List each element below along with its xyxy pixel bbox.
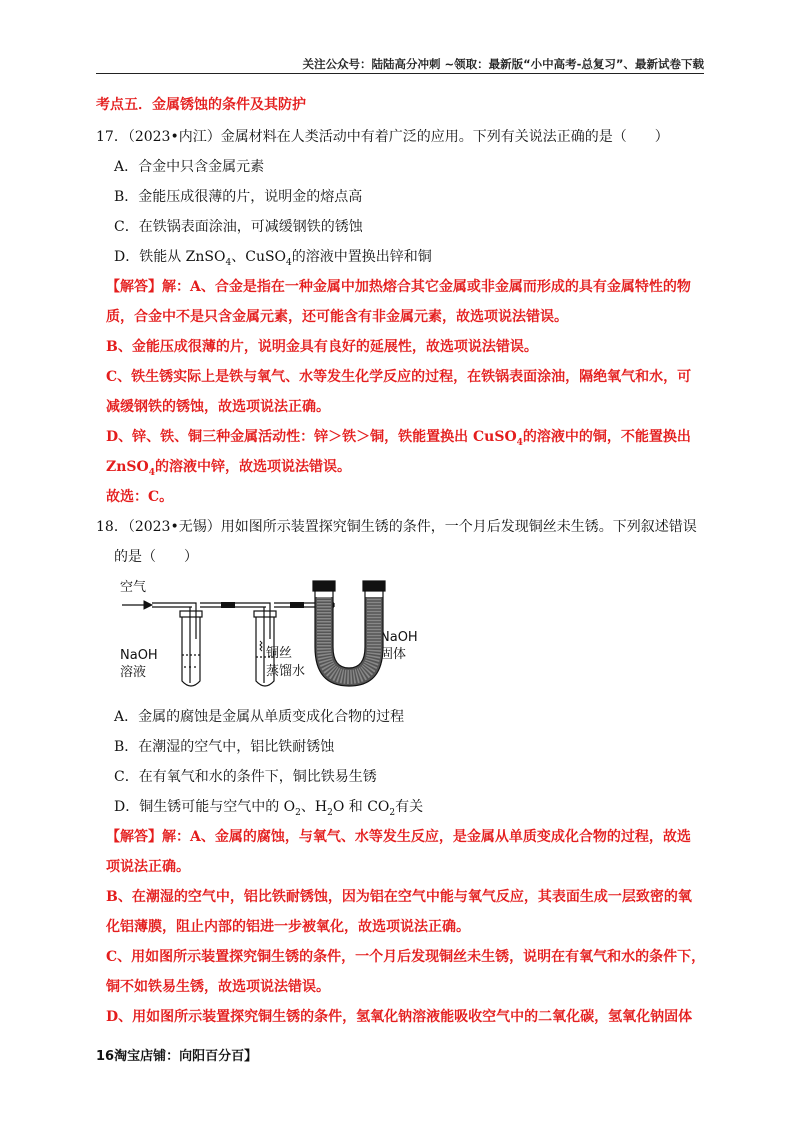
q17-answer-line6: D、锌、铁、铜三种金属活动性：锌＞铁＞铜，铁能置换出 CuSO$_4$的溶液中的铜，不能置换出 [106,429,691,448]
q17-answer-line7: ZnSO$_4$的溶液中锌，故选项说法错误。 [106,459,351,478]
page-footer: 16淘宝店铺：向阳百分百】 [96,1049,258,1064]
q17-answer-line8: 故选：C。 [106,489,174,505]
apparatus-figure [118,577,708,695]
section-title: 考点五．金属锈蚀的条件及其防护 [96,97,306,113]
q18-stem-line2: 的是（ ） [114,549,198,565]
q18-answer-line1: 【解答】解：A、金属的腐蚀，与氧气、水等发生反应，是金属从单质变成化合物的过程，故选 [106,829,691,845]
q18-option-b: B．在潮湿的空气中，铝比铁耐锈蚀 [114,739,335,755]
copper-wire-label: 铜丝 [266,646,293,661]
q18-option-c: C．在有氧气和水的条件下，铜比铁易生锈 [114,769,377,785]
test-tube-naoh-solution [180,607,202,686]
naoh-solution-label-2: 溶液 [120,665,147,680]
connecting-pipe [152,603,334,611]
q17-answer-line2: 质，合金中不是只含金属元素，还可能含有非金属元素，故选项说法错误。 [106,309,568,325]
naoh-solid-label-2: 固体 [380,647,407,662]
q18-answer-line2: 项说法正确。 [106,859,190,875]
air-arrow-icon [122,601,152,609]
q17-option-a: A．合金中只含金属元素 [114,159,265,175]
q17-option-c: C．在铁锅表面涂油，可减缓钢铁的锈蚀 [114,219,363,235]
naoh-solution-label-1: NaOH [120,648,158,663]
q17-option-b: B．金能压成很薄的片，说明金的熔点高 [114,189,363,205]
q18-stem-line1: 18．（2023•无锡）用如图所示装置探究铜生锈的条件，一个月后发现铜丝未生锈。下列叙述错误 [96,519,697,535]
page-header: 关注公众号：陆陆高分冲刺 ~领取：最新版“小中高考-总复习”、最新试卷下载 [302,57,704,71]
q18-option-d: D．铜生锈可能与空气中的 $O_2$、$H_2O$ 和 $CO_2$有关 [114,799,424,818]
distilled-water-label: 蒸馏水 [266,664,306,679]
air-label: 空气 [120,580,147,595]
q18-answer-line7: D、用如图所示装置探究铜生锈的条件，氢氧化钠溶液能吸收空气中的二氧化碳，氢氧化钠固体 [106,1009,693,1025]
q18-answer-line5: C、用如图所示装置探究铜生锈的条件，一个月后发现铜丝未生锈，说明在有氧气和水的条件下， [106,949,706,965]
apparatus-diagram [118,577,458,695]
naoh-solid-label-1: NaOH [380,630,418,645]
q18-option-a: A．金属的腐蚀是金属从单质变成化合物的过程 [114,709,405,725]
q17-answer-line3: B、金能压成很薄的片，说明金具有良好的延展性，故选项说法错误。 [106,339,538,355]
q17-answer-line4: C、铁生锈实际上是铁与氧气、水等发生化学反应的过程，在铁锅表面涂油，隔绝氧气和水，可 [106,369,692,385]
page-content [96,95,708,1037]
q17-answer-line5: 减缓钢铁的锈蚀，故选项说法正确。 [106,399,330,415]
q17-option-d: D．铁能从 ZnSO$_4$、CuSO$_4$的溶液中置换出锌和铜 [114,249,432,268]
q18-answer-line4: 化铝薄膜，阻止内部的铝进一步被氧化，故选项说法正确。 [106,919,470,935]
q17-answer-line1: 【解答】解：A、合金是指在一种金属中加热熔合其它金属或非金属而形成的具有金属特性的物 [106,279,691,295]
u-tube-naoh-solid [313,581,385,686]
q18-answer-line3: B、在潮湿的空气中，铝比铁耐锈蚀，因为铝在空气中能与氧气反应，其表面生成一层致密的氧 [106,889,692,905]
q17-stem: 17．（2023•内江）金属材料在人类活动中有着广泛的应用。下列有关说法正确的是（ ） [96,129,669,145]
q18-answer-line6: 铜不如铁易生锈，故选项说法错误。 [106,979,330,995]
rubber-joint-2 [290,602,304,608]
rubber-joint-1 [221,602,235,608]
header-rule [96,73,704,74]
